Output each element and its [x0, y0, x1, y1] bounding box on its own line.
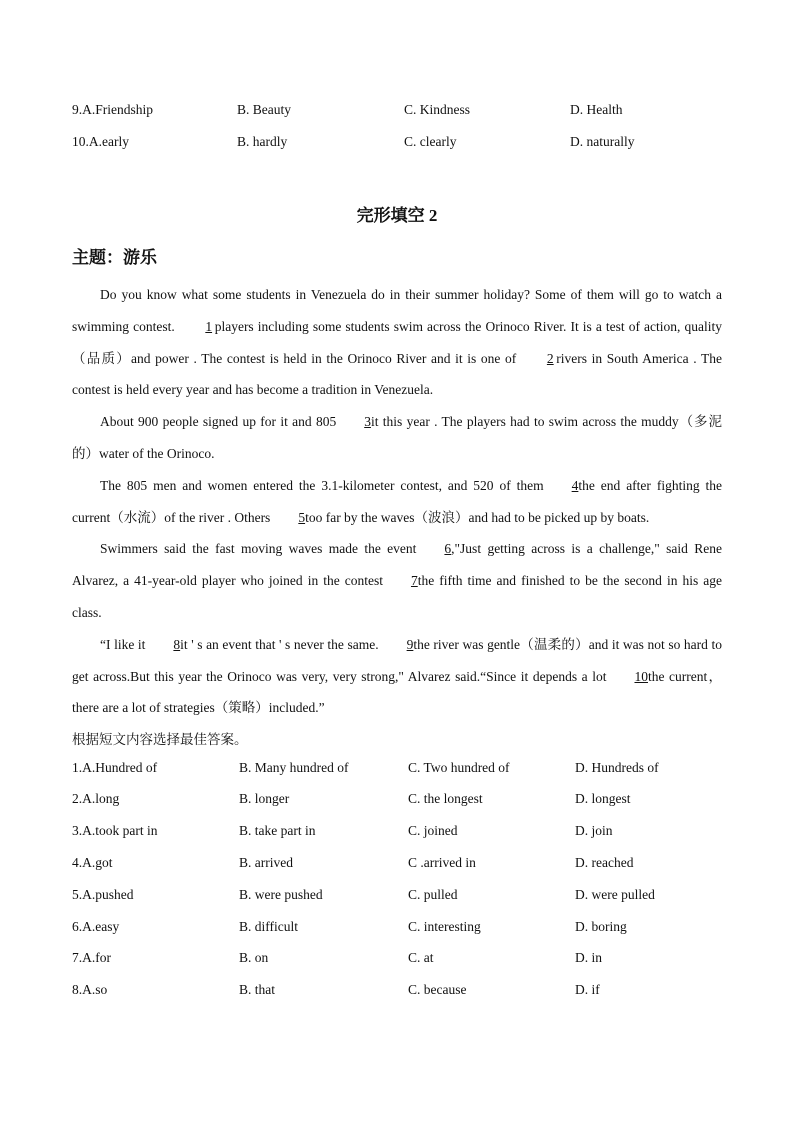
passage-paragraph-2 — [72, 406, 722, 470]
option-c[interactable]: C. Two hundred of — [408, 760, 510, 775]
option-row-q4 — [72, 853, 732, 873]
instruction-text: 根据短文内容选择最佳答案。 — [72, 732, 248, 748]
option-c[interactable]: C. at — [408, 950, 434, 965]
option-d[interactable]: D. longest — [575, 791, 631, 806]
blank-8[interactable]: 8 — [173, 636, 181, 652]
option-b[interactable]: B. difficult — [239, 919, 298, 934]
option-d[interactable]: D. Hundreds of — [575, 760, 659, 775]
passage-paragraph-5 — [72, 629, 722, 724]
passage-text: About 900 people signed up for it and 805 — [100, 414, 337, 430]
option-b[interactable]: B. arrived — [239, 855, 293, 870]
option-c[interactable]: C. the longest — [408, 791, 483, 806]
blank-1[interactable]: 1 — [205, 318, 213, 334]
option-a: 10.A.early — [72, 134, 129, 149]
option-c[interactable]: C .arrived in — [408, 855, 476, 870]
option-row-q9 — [72, 100, 732, 120]
blank-9[interactable]: 9 — [406, 636, 414, 652]
passage-paragraph-3 — [72, 470, 722, 534]
option-b[interactable]: B. longer — [239, 791, 290, 806]
option-b[interactable]: B. Many hundred of — [239, 760, 349, 775]
option-b[interactable]: B. on — [239, 950, 269, 965]
option-a[interactable]: 4.A.got — [72, 855, 113, 870]
blank-4[interactable]: 4 — [571, 477, 579, 493]
option-row-q10 — [72, 132, 732, 152]
option-a[interactable]: 7.A.for — [72, 950, 111, 965]
option-row-q5 — [72, 885, 732, 905]
passage-text: Do you know what some students in Venezuela do in their summer holiday? Some of them will go to watch a swimming contest. — [72, 287, 722, 334]
option-c: C. Kindness — [404, 102, 471, 117]
option-b[interactable]: B. that — [239, 982, 275, 997]
option-c[interactable]: C. interesting — [408, 919, 481, 934]
blank-6[interactable]: 6 — [444, 541, 452, 557]
option-d: D. naturally — [570, 134, 635, 149]
option-d[interactable]: D. boring — [575, 919, 627, 934]
cloze-passage — [72, 279, 722, 724]
passage-paragraph-4 — [72, 533, 722, 628]
option-b: B. hardly — [237, 134, 288, 149]
passage-text: it this year . The players had to swim across the muddy（多泥 的）water of the Orinoco. — [72, 414, 722, 461]
passage-text: rivers in South America . The contest is held every year and has become a tradition in Venezuela. — [72, 350, 723, 398]
option-row-q6 — [72, 917, 732, 937]
blank-5[interactable]: 5 — [298, 509, 306, 525]
passage-text: “I like it — [100, 636, 146, 652]
passage-text: it ' s an event that ' s never the same. — [180, 636, 379, 652]
option-b[interactable]: B. were pushed — [239, 887, 323, 902]
option-row-q7 — [72, 948, 732, 968]
option-a[interactable]: 5.A.pushed — [72, 887, 134, 902]
option-row-q8 — [72, 980, 732, 1000]
option-row-q1 — [72, 758, 732, 778]
option-a[interactable]: 3.A.took part in — [72, 823, 158, 838]
blank-10[interactable]: 10 — [634, 668, 648, 684]
option-c[interactable]: C. joined — [408, 823, 458, 838]
option-c: C. clearly — [404, 134, 457, 149]
option-a[interactable]: 1.A.Hundred of — [72, 760, 158, 775]
passage-text: players including some students swim across the Orinoco River. It is a test of action, quality（品质）and power . The contest is held in the Orinoco River and it is one of — [72, 318, 722, 366]
option-a[interactable]: 8.A.so — [72, 982, 108, 997]
passage-text: the fifth time and finished to be the second in his age class. — [72, 573, 722, 620]
option-b[interactable]: B. take part in — [239, 823, 316, 838]
option-b: B. Beauty — [237, 102, 291, 117]
option-d[interactable]: D. were pulled — [575, 887, 655, 902]
option-c[interactable]: C. because — [408, 982, 467, 997]
option-d[interactable]: D. in — [575, 950, 602, 965]
passage-text: Swimmers said the fast moving waves made the event — [100, 541, 417, 557]
option-d[interactable]: D. reached — [575, 855, 634, 870]
option-a[interactable]: 2.A.long — [72, 791, 120, 806]
passage-text: the end after fighting the current（水流）of the river . Others — [72, 477, 722, 525]
blank-3[interactable]: 3 — [364, 414, 371, 430]
section-title: 完形填空 2 — [356, 206, 438, 225]
passage-text: The 805 men and women entered the 3.1-kilometer contest, and 520 of them — [100, 477, 544, 493]
passage-text: ,"Just getting across is a challenge," said Rene Alvarez, a 41-year-old player who joined in the contest — [72, 541, 722, 589]
theme-heading: 主题：游乐 — [72, 248, 157, 268]
option-a[interactable]: 6.A.easy — [72, 919, 120, 934]
option-d: D. Health — [570, 102, 623, 117]
option-a: 9.A.Friendship — [72, 102, 153, 117]
option-d[interactable]: D. join — [575, 823, 613, 838]
option-row-q3 — [72, 821, 732, 841]
option-row-q2 — [72, 789, 732, 809]
blank-7[interactable]: 7 — [410, 573, 418, 589]
passage-text: too far by the waves（波浪）and had to be picked up by boats. — [305, 509, 650, 525]
passage-paragraph-1 — [72, 279, 722, 406]
passage-text: the river was gentle（温柔的）and it was not so hard to get across.But this year the Orinoco was very, very strong," Alvarez said.“Since it depends a lot — [72, 636, 722, 684]
option-c[interactable]: C. pulled — [408, 887, 458, 902]
option-d[interactable]: D. if — [575, 982, 600, 997]
passage-text: the current，there are a lot of strategies（策略）included.” — [72, 668, 722, 716]
blank-2[interactable]: 2 — [546, 350, 554, 366]
